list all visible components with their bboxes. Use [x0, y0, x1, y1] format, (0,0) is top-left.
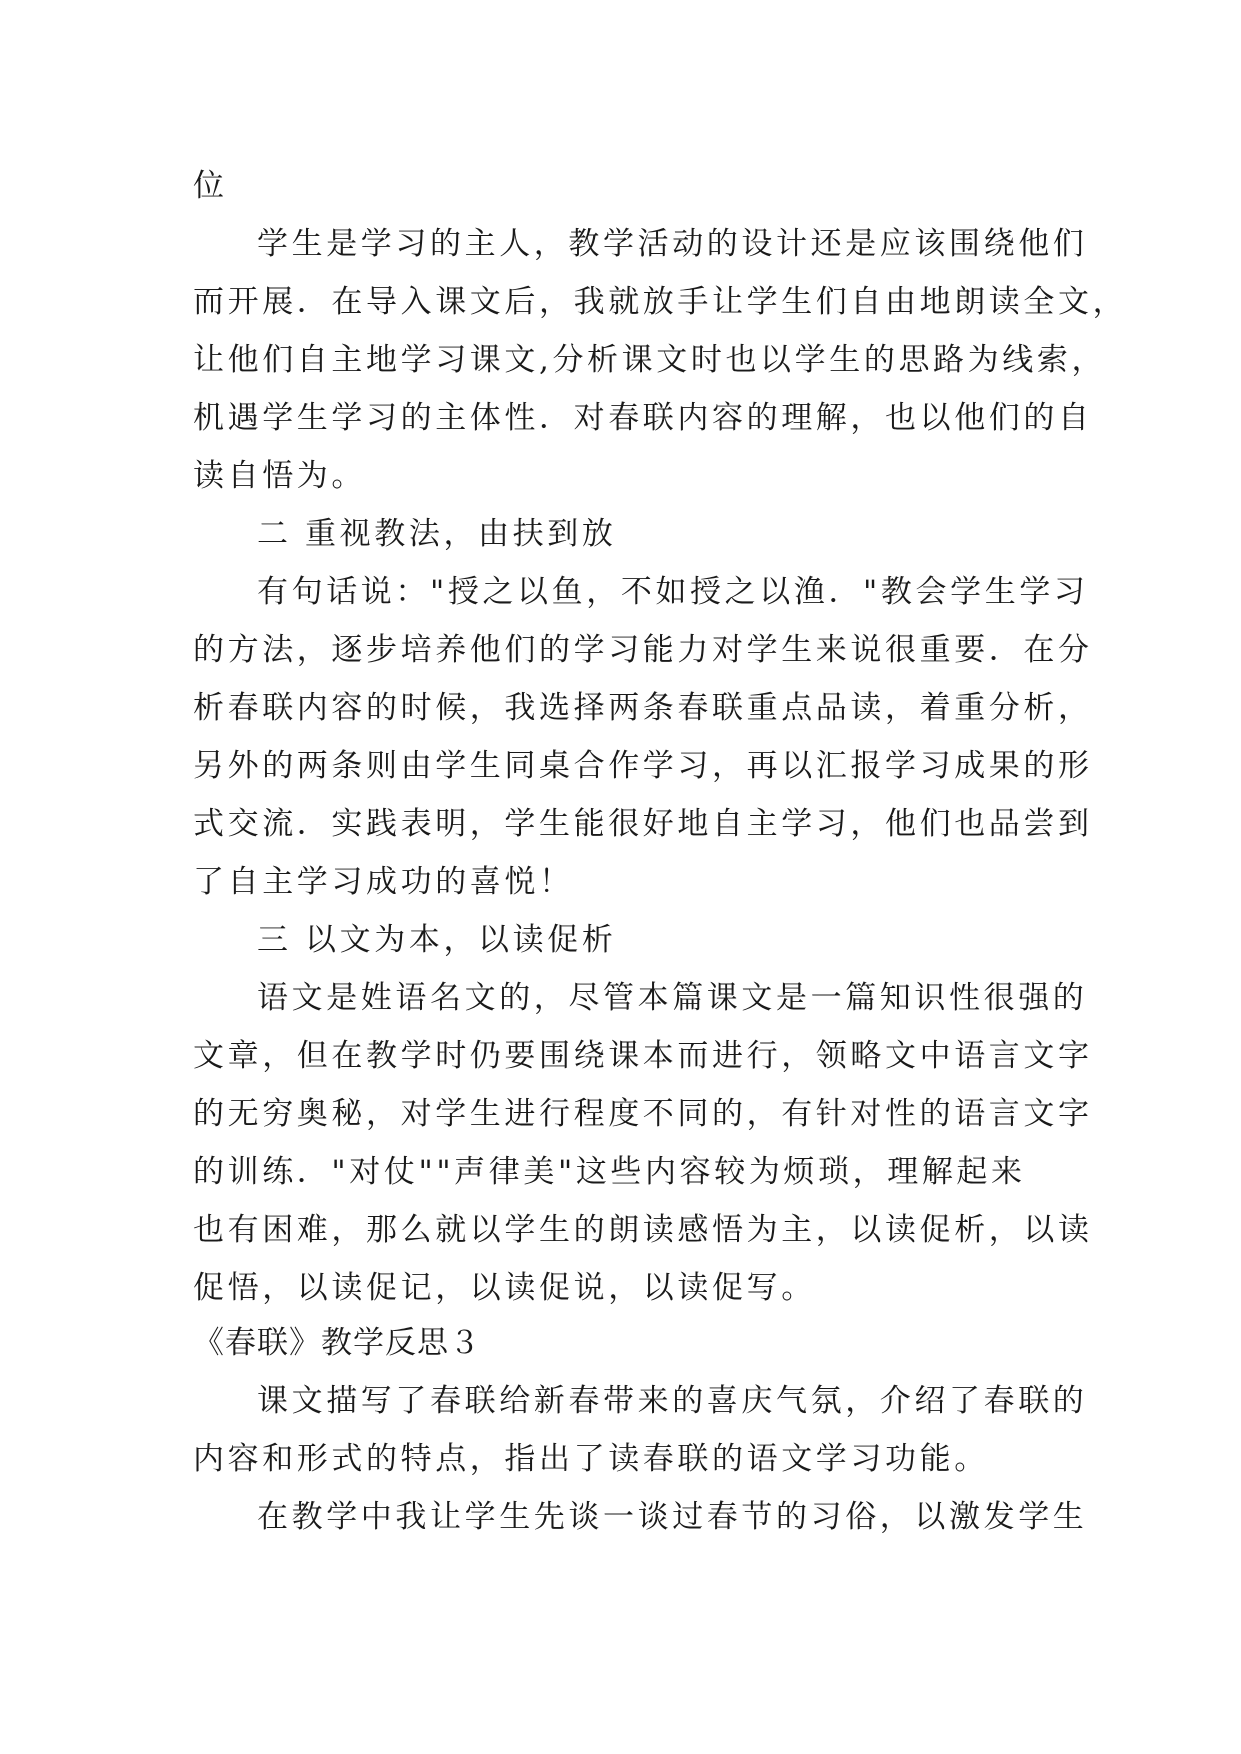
text-line: 文章，但在教学时仍要围绕课本而进行，领略文中语言文字 — [193, 1038, 1093, 1074]
text-line: 的无穷奥秘，对学生进行程度不同的，有针对性的语言文字 — [193, 1096, 1093, 1132]
article-title: 《春联》教学反思３ — [193, 1325, 481, 1361]
text-line: 位 — [193, 168, 228, 204]
paragraph-first-line: 有句话说："授之以鱼，不如授之以渔．"教会学生学习 — [257, 574, 1089, 610]
paragraph-first-line: 学生是学习的主人，教学活动的设计还是应该围绕他们 — [257, 226, 1088, 262]
text-line: 的训练．"对仗""声律美"这些内容较为烦琐，理解起来 — [193, 1154, 1026, 1190]
paragraph-first-line: 语文是姓语名文的，尽管本篇课文是一篇知识性很强的 — [257, 980, 1088, 1016]
text-line: 机遇学生学习的主体性．对春联内容的理解，也以他们的自 — [193, 400, 1093, 436]
text-line: 了自主学习成功的喜悦！ — [193, 864, 574, 900]
text-line: 的方法，逐步培养他们的学习能力对学生来说很重要．在分 — [193, 632, 1093, 668]
section-heading: 三 以文为本，以读促析 — [257, 922, 617, 958]
paragraph-first-line: 课文描写了春联给新春带来的喜庆气氛，介绍了春联的 — [257, 1383, 1088, 1419]
text-line: 另外的两条则由学生同桌合作学习，再以汇报学习成果的形 — [193, 748, 1093, 784]
text-line: 读自悟为。 — [193, 458, 366, 494]
paragraph-first-line: 在教学中我让学生先谈一谈过春节的习俗，以激发学生 — [257, 1499, 1088, 1535]
text-line: 析春联内容的时候，我选择两条春联重点品读，着重分析， — [193, 690, 1093, 726]
text-line: 也有困难，那么就以学生的朗读感悟为主，以读促析，以读 — [193, 1212, 1093, 1248]
section-heading: 二 重视教法，由扶到放 — [257, 516, 617, 552]
text-line: 促悟，以读促记，以读促说，以读促写。 — [193, 1270, 816, 1306]
text-line: 让他们自主地学习课文,分析课文时也以学生的思路为线索， — [193, 342, 1107, 378]
text-line: 式交流．实践表明，学生能很好地自主学习，他们也品尝到 — [193, 806, 1093, 842]
text-line: 而开展．在导入课文后，我就放手让学生们自由地朗读全文， — [193, 284, 1128, 320]
text-line: 内容和形式的特点，指出了读春联的语文学习功能。 — [193, 1441, 989, 1477]
